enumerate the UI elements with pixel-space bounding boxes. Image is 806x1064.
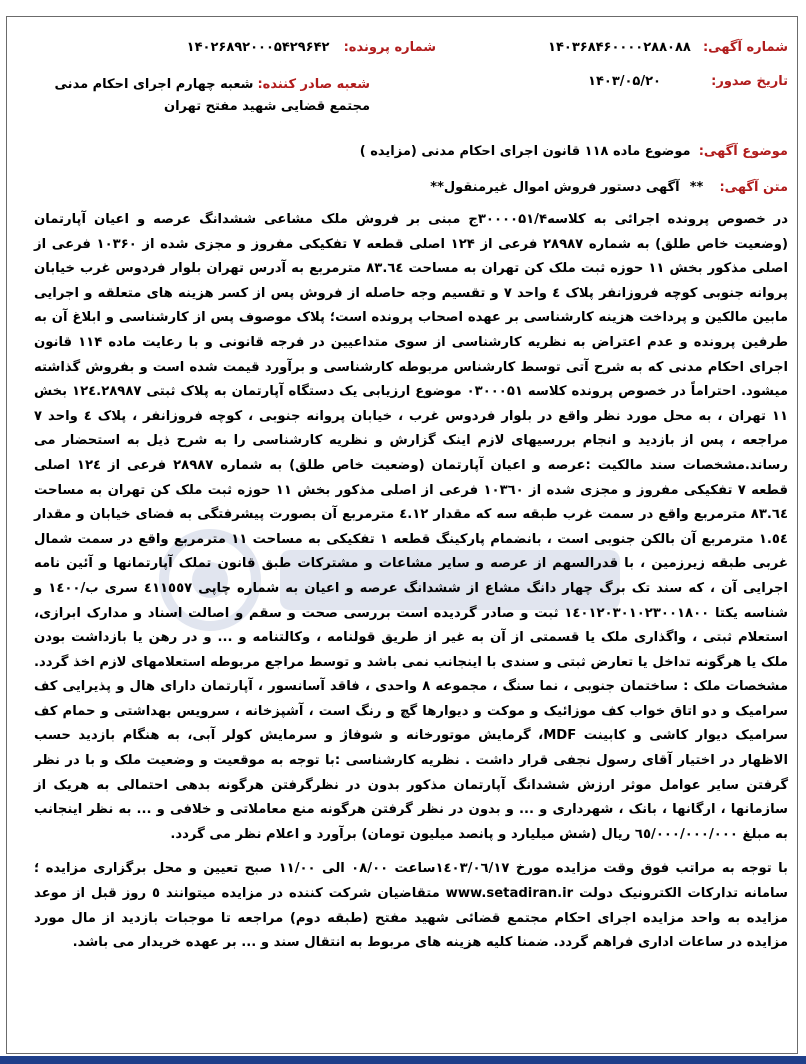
case-number-label: شماره پرونده:: [343, 40, 436, 55]
issue-date-row: [588, 72, 788, 92]
bottom-bar: [0, 1056, 806, 1064]
subject-label: موضوع آگهی:: [698, 144, 788, 159]
ad-body: [34, 208, 788, 956]
ad-text-stars: **: [689, 180, 704, 195]
issuer-label: شعبه صادر کننده:: [257, 77, 370, 92]
body-paragraph-2: با توجه به مراتب فوق وقت مزایده مورخ ۱٤۰۳/۰٦/۱۷ساعت ۰۸/۰۰ الی ۱۱/۰۰ صبح تعیین و محل برگزاری مزایده ؛سامانه تدارکات الکترونیک دولت www.setadiran.ir متقاضیان شرکت کننده در مزایده میتوانند ٥ روز قبل از موعد مزایده به واحد مزایده اجرای احکام مجتمع قضائی شهید مفتح (طبقه دوم) مراجعه تا موجبات بازدید از مال مورد مزایده در ساعات اداری فراهم گردد. ضمنا کلیه هزینه های مربوط به انتقال سند و ... بر عهده خریدار می باشد.: [34, 861, 789, 951]
ad-text-row: [430, 180, 788, 195]
issue-date: ۱۴۰۳/۰۵/۲۰: [588, 74, 661, 89]
case-number-row: [187, 38, 436, 58]
ad-text-label: متن آگهی:: [719, 180, 788, 195]
ad-title: آگهی دستور فروش اموال غیرمنقول**: [430, 180, 680, 195]
subject-text: موضوع ماده ۱۱۸ قانون اجرای احکام مدنی (مزایده ): [359, 144, 691, 159]
issue-date-label: تاریخ صدور:: [711, 74, 788, 89]
body-paragraph-1: در خصوص پرونده اجرائی به کلاسه۳۰۰۰۰۵۱/۴ج مبنی بر فروش ملک مشاعی ششدانگ عرصه و اعیان آپارتمان (وضعیت خاص طلق) به شماره ۲۸۹۸۷ فرعی از ۱۲۴ اصلی قطعه ۷ تفکیکی مفروز و مجزی شده از ۱۰۳۶۰ فرعی از اصلی مذکور بخش ۱۱ حوزه ثبت ملک کن تهران به مساحت ۸۳.٦٤ مترمربع به آدرس تهران بلوار فردوس غرب خیابان پروانه جنوبی کوچه فروزانفر پلاک ٤ واحد ۷ و تقسیم وجه حاصله از فروش پس از کسر هزینه های متعلقه و اجرایی مابین مالکین و پرداخت هزینه کارشناسی بر عهده اصحاب پرونده است؛ پلاک موصوف پس از کارشناسی و ابلاغ آن به طرفین پرونده و عدم اعتراض به نظریه کارشناسی از سوی متداعیین در فرجه قانونی و با رعایت ماده ۱۱۴ قانون اجرای احکام مدنی که به شرح آتی توسط کارشناس مربوطه کارشناسی و برآورد قیمت شده است و بفروش گذاشته میشود. احتراماً در خصوص پرونده کلاسه ۰۳۰۰۰۵۱ موضوع ارزیابی یک دستگاه آپارتمان به پلاک ثبتی ۱۲٤.۲۸۹۸۷ بخش ۱۱ تهران ، به محل مورد نظر واقع در بلوار فردوس غرب ، خیابان پروانه جنوبی ، کوچه فروزانفر ، پلاک ٤ واحد ۷ مراجعه ، پس از بازدید و انجام بررسیهای لازم اینک گزارش و نظریه کارشناسی را به شرح ذیل به استحضار می رساند.مشخصات سند مالکیت :عرصه و اعیان آپارتمان (وضعیت خاص طلق) به شماره ۲۸۹۸۷ فرعی از ۱۲٤ اصلی قطعه ۷ تفکیکی مفروز و مجزی شده از ۱۰۳٦۰ فرعی از اصلی مذکور بخش ۱۱ حوزه ثبت ملک کن تهران به مساحت ۸۳.٦٤ مترمربع واقع در سمت غرب طبقه سه که مقدار ٤.١٢ مترمربع آن بصورت پیشرفتگی به فضای خیابان و مقدار ۱.٥٤ مترمربع آن بالکن جنوبی است ، بانضمام پارکینگ قطعه ۱ تفکیکی به مساحت ۱۱ مترمربع واقع در سمت شمال غربی طبقه زیرزمین ، با قدرالسهم از عرصه و سایر مشاعات و مشترکات طبق قانون تملک آپارتمانها و آئین نامه اجرایی آن ، که سند تک برگ چهار دانگ مشاع از ششدانگ عرصه و اعیان به شماره چاپی ٤١١٥٥٧ سری ب/۱٤۰۰ و شناسه یکتا ۱٤۰۱۲۰۳۰۱۰۲۳۰۰۱۸۰۰ ثبت و صادر گردیده است بررسی صحت و سقم و اصالت اسناد و مدارک ابرازی، استعلام ثبتی ، واگذاری ملک یا قسمتی از آن به غیر از طریق قولنامه ، وکالتنامه و ... و در رهن یا بازداشت بودن ملک یا هرگونه تداخل یا تعارض ثبتی و سندی با اینجانب نمی باشد و توسط مراجع مربوطه استعلامهای لازم اخذ گردد. مشخصات ملک : ساختمان جنوبی ، نما سنگ ، مجموعه ۸ واحدی ، فاقد آسانسور ، آپارتمان دارای هال و پذیرایی کف سرامیک و دو اتاق خواب کف موزائیک و موکت و دیوارها گچ و رنگ است ، آشپزخانه ، سرویس بهداشتی و حمام کف سرامیک دیوار کاشی و کابینت MDF، گرمایش موتورخانه و شوفاژ و سرمایش کولر آبی، به هنگام بازدید حسب الاظهار در اختیار آقای رسول نجفی قرار داشت . نظریه کارشناسی :با توجه به موقعیت و وضعیت ملک و با در نظر گرفتن سایر عوامل موثر ارزش ششدانگ آپارتمان مذکور بدون در نظرگرفتن هرگونه بدهی احتمالی به هریک از سازمانها ، ارگانها ، بانک ، شهرداری و ... و بدون در نظر گرفتن هرگونه منع معاملاتی و خلافی و ... به نظر اینجانب به مبلغ ٦٥/۰۰۰/۰۰۰/۰۰۰ ریال (شش میلیارد و پانصد میلیون تومان) برآورد و اعلام نظر می گردد.: [34, 212, 789, 842]
issuer-block: [10, 74, 370, 118]
ad-number: ۱۴۰۳۶۸۴۶۰۰۰۰۲۸۸۰۸۸: [548, 40, 691, 55]
ad-number-row: [548, 38, 788, 58]
ad-number-label: شماره آگهی:: [702, 40, 788, 55]
subject-row: [360, 144, 788, 159]
issuer-name: شعبه چهارم اجرای احکام مدنی مجتمع قضایی شهید مفتح تهران: [54, 77, 370, 114]
case-number: ۱۴۰۲۶۸۹۲۰۰۰۵۴۲۹۶۴۲: [186, 40, 330, 55]
